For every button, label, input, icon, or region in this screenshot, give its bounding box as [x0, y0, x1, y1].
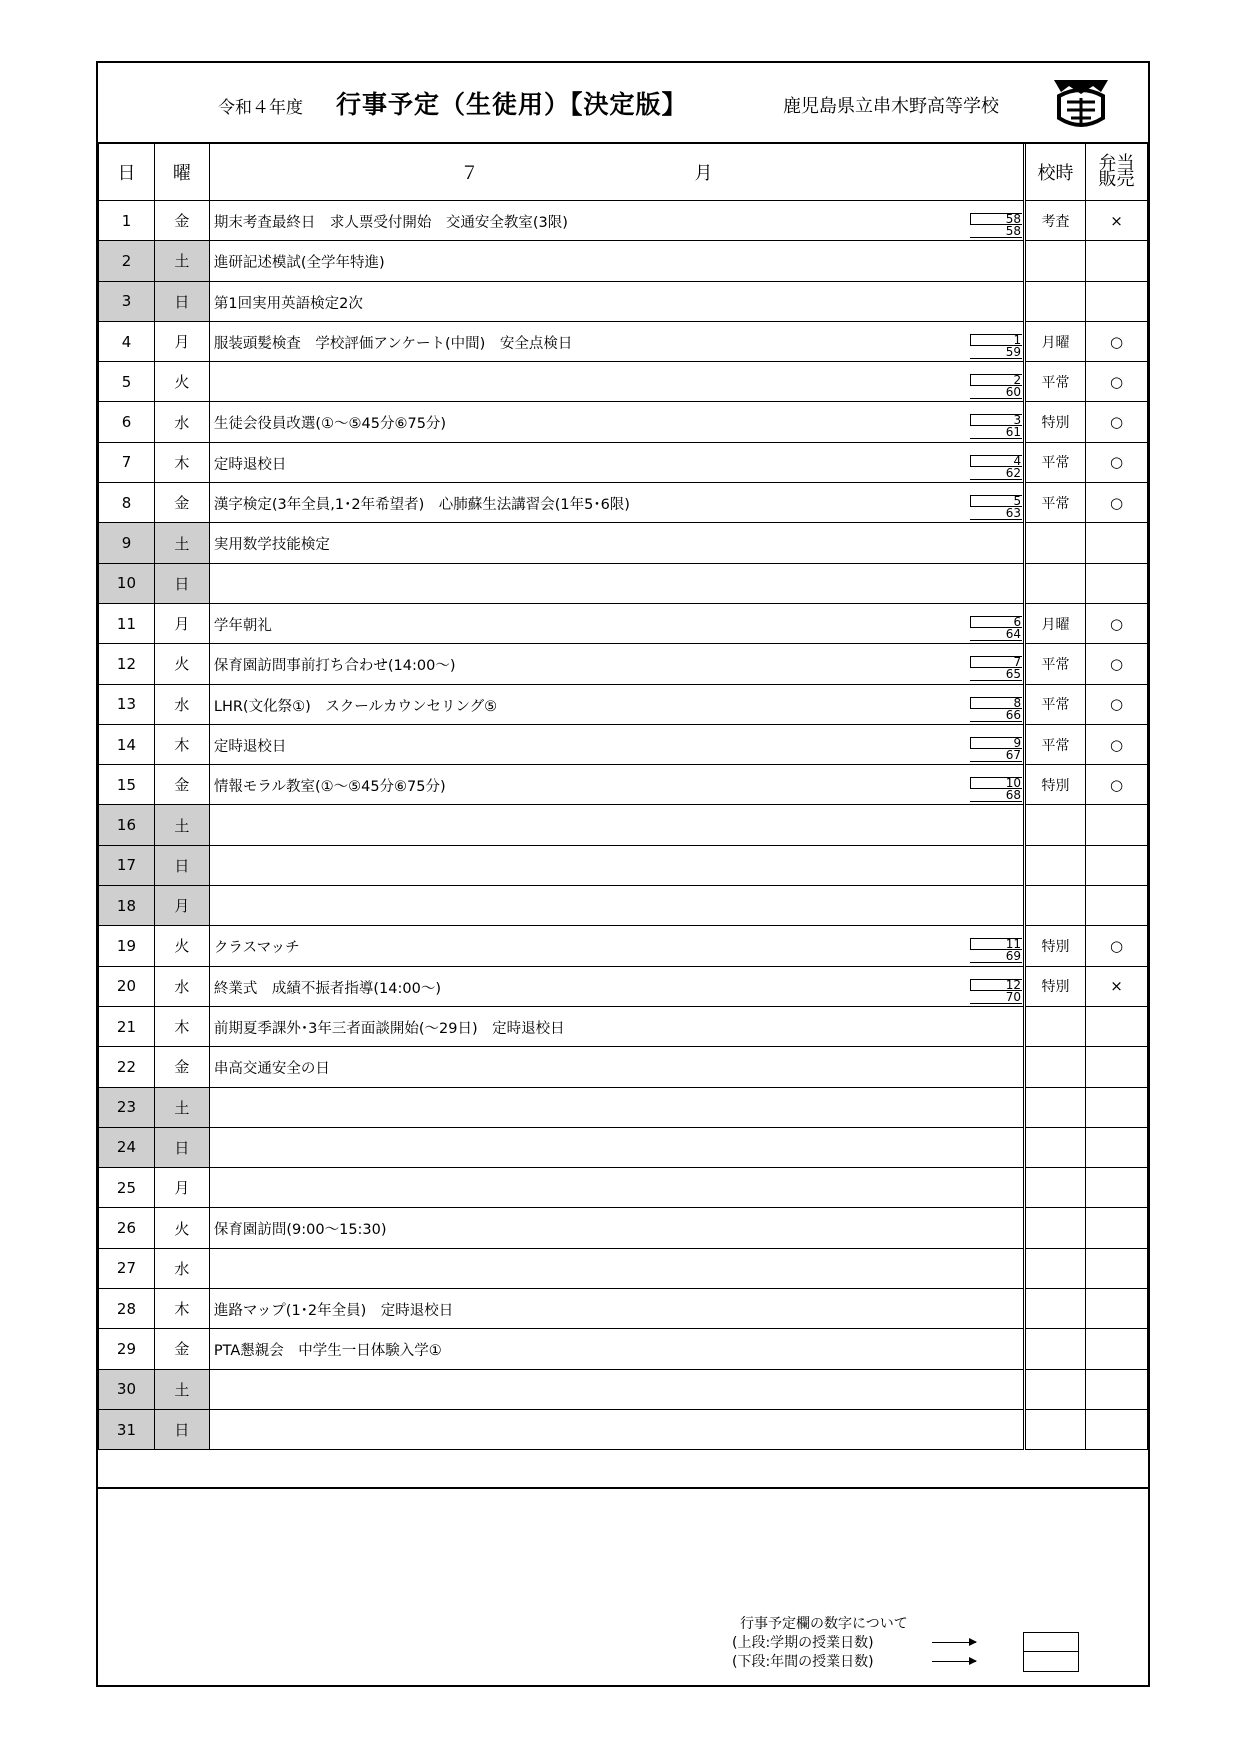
weekday-cell: 月: [154, 321, 209, 361]
event-cell: [209, 1006, 1024, 1046]
class-day-counter: [970, 737, 1022, 763]
weekday-cell: 金: [154, 1047, 209, 1087]
day-cell: 3: [99, 281, 155, 321]
day-cell: 16: [99, 805, 155, 845]
timetable-cell: [1025, 523, 1086, 563]
term-day-count: 11: [970, 938, 1022, 950]
event-text: 進路マップ(1･2年全員) 定時退校日: [213, 1303, 454, 1320]
counter-note-top: (上段:学期の授業日数): [732, 1635, 874, 1651]
class-day-counter: [970, 938, 1022, 964]
bento-cell: [1086, 1168, 1148, 1208]
bento-mark: ○: [1109, 332, 1124, 351]
year-day-count: 66: [970, 709, 1022, 722]
timetable-text: 特別: [1041, 415, 1070, 432]
schedule-row: [99, 684, 1148, 724]
bento-cell: [1086, 241, 1148, 281]
day-cell: 5: [99, 362, 155, 402]
bento-mark: ×: [1110, 211, 1123, 230]
event-text: 服装頭髪検査 学校評価アンケート(中間) 安全点検日: [213, 335, 573, 352]
bento-cell: [1086, 1087, 1148, 1127]
class-day-counter: [970, 697, 1022, 723]
year-day-count: 61: [970, 426, 1022, 439]
event-text: 漢字検定(3年全員,1･2年希望者) 心肺蘇生法講習会(1年5･6限): [213, 497, 630, 514]
schedule-row: [99, 1329, 1148, 1369]
bento-mark: ○: [1109, 614, 1124, 633]
weekday-cell: 木: [154, 1006, 209, 1046]
schedule-sheet: [96, 61, 1150, 1687]
schedule-row: [99, 1208, 1148, 1248]
term-day-count: 3: [970, 414, 1022, 426]
term-day-count: 7: [970, 656, 1022, 668]
event-cell: [209, 1248, 1024, 1288]
bento-mark: ○: [1109, 735, 1124, 754]
event-cell: [209, 1409, 1024, 1449]
timetable-cell: [1025, 483, 1086, 523]
year-day-count: 60: [970, 386, 1022, 399]
weekday-cell: 月: [154, 1168, 209, 1208]
weekday-cell: 月: [154, 886, 209, 926]
timetable-cell: [1025, 281, 1086, 321]
event-cell: [209, 1289, 1024, 1329]
bento-cell: [1086, 765, 1148, 805]
timetable-cell: [1025, 1289, 1086, 1329]
schedule-row: [99, 1087, 1148, 1127]
event-cell: [209, 886, 1024, 926]
weekday-cell: 火: [154, 926, 209, 966]
weekday-cell: 木: [154, 724, 209, 764]
event-cell: [209, 805, 1024, 845]
schedule-row: [99, 442, 1148, 482]
day-cell: 4: [99, 321, 155, 361]
bento-cell: [1086, 483, 1148, 523]
event-cell: [209, 644, 1024, 684]
document-title: 行事予定（生徒用）【決定版】: [336, 90, 688, 119]
timetable-cell: [1025, 1369, 1086, 1409]
class-day-counter: [970, 213, 1022, 239]
event-text: 生徒会役員改選(①～⑤45分⑥75分): [213, 416, 447, 433]
event-text: 進研記述模試(全学年特進): [213, 255, 385, 272]
day-cell: 31: [99, 1409, 155, 1449]
footer-area: [98, 1487, 1148, 1687]
weekday-cell: 日: [154, 1409, 209, 1449]
bento-cell: [1086, 321, 1148, 361]
class-day-counter: [970, 777, 1022, 803]
day-cell: 20: [99, 966, 155, 1006]
bento-cell: [1086, 1208, 1148, 1248]
weekday-cell: 金: [154, 201, 209, 241]
event-cell: [209, 765, 1024, 805]
schedule-row: [99, 201, 1148, 241]
timetable-cell: [1025, 442, 1086, 482]
counter-note-title: 行事予定欄の数字について: [740, 1616, 908, 1632]
schedule-row: [99, 966, 1148, 1006]
bento-cell: [1086, 1047, 1148, 1087]
arrow-bottom-icon: [932, 1661, 976, 1662]
class-day-counter: [970, 334, 1022, 360]
event-cell: [209, 201, 1024, 241]
event-text: 保育園訪問(9:00～15:30): [213, 1222, 387, 1239]
weekday-cell: 水: [154, 684, 209, 724]
bento-cell: [1086, 1248, 1148, 1288]
day-cell: 13: [99, 684, 155, 724]
term-day-count: 2: [970, 374, 1022, 386]
weekday-cell: 木: [154, 1289, 209, 1329]
arrow-top-icon: [932, 1642, 976, 1643]
bento-cell: [1086, 603, 1148, 643]
day-cell: 29: [99, 1329, 155, 1369]
day-cell: 24: [99, 1127, 155, 1167]
bento-cell: [1086, 724, 1148, 764]
year-day-count: 62: [970, 467, 1022, 480]
timetable-text: 平常: [1041, 656, 1070, 673]
class-day-counter: [970, 656, 1022, 682]
class-day-counter: [970, 455, 1022, 481]
weekday-cell: 土: [154, 1369, 209, 1409]
weekday-cell: 土: [154, 523, 209, 563]
day-cell: 25: [99, 1168, 155, 1208]
event-text: 期末考査最終日 求人票受付開始 交通安全教室(3限): [213, 215, 568, 231]
school-emblem-icon: [1051, 74, 1111, 132]
weekday-cell: 日: [154, 281, 209, 321]
day-cell: 17: [99, 845, 155, 885]
timetable-cell: [1025, 362, 1086, 402]
bento-cell: [1086, 442, 1148, 482]
weekday-cell: 金: [154, 483, 209, 523]
bento-cell: [1086, 1289, 1148, 1329]
school-name: 鹿児島県立串木野高等学校: [783, 96, 999, 117]
fiscal-year: 令和４年度: [218, 98, 303, 118]
timetable-cell: [1025, 563, 1086, 603]
term-day-count: 9: [970, 737, 1022, 749]
bento-mark: ×: [1110, 977, 1123, 996]
day-cell: 12: [99, 644, 155, 684]
event-cell: [209, 321, 1024, 361]
event-cell: [209, 724, 1024, 764]
bento-mark: ○: [1109, 775, 1124, 794]
schedule-row: [99, 483, 1148, 523]
schedule-row: [99, 563, 1148, 603]
schedule-row: [99, 321, 1148, 361]
weekday-cell: 火: [154, 362, 209, 402]
timetable-cell: [1025, 805, 1086, 845]
timetable-cell: [1025, 1409, 1086, 1449]
term-day-count: 10: [970, 777, 1022, 789]
weekday-cell: 日: [154, 563, 209, 603]
term-day-count: 1: [970, 334, 1022, 346]
term-day-count: 12: [970, 979, 1022, 991]
weekday-cell: 木: [154, 442, 209, 482]
bento-cell: [1086, 966, 1148, 1006]
event-text: クラスマッチ: [213, 940, 300, 957]
day-cell: 9: [99, 523, 155, 563]
timetable-cell: [1025, 603, 1086, 643]
bento-mark: ○: [1109, 453, 1124, 472]
col-header-day: 日: [99, 143, 155, 201]
day-cell: 28: [99, 1289, 155, 1329]
event-cell: [209, 1329, 1024, 1369]
year-day-count: 59: [970, 346, 1022, 359]
weekday-cell: 火: [154, 644, 209, 684]
timetable-text: 考査: [1041, 213, 1070, 230]
schedule-row: [99, 402, 1148, 442]
bento-mark: ○: [1109, 413, 1124, 432]
timetable-cell: [1025, 966, 1086, 1006]
schedule-row: [99, 1289, 1148, 1329]
timetable-cell: [1025, 724, 1086, 764]
day-cell: 10: [99, 563, 155, 603]
day-cell: 8: [99, 483, 155, 523]
class-day-counter: [970, 616, 1022, 642]
year-day-count: 69: [970, 950, 1022, 963]
timetable-cell: [1025, 1006, 1086, 1046]
timetable-cell: [1025, 1127, 1086, 1167]
schedule-row: [99, 1127, 1148, 1167]
schedule-row: [99, 724, 1148, 764]
weekday-cell: 日: [154, 1127, 209, 1167]
class-day-counter: [970, 374, 1022, 400]
bento-cell: [1086, 886, 1148, 926]
event-text: 保育園訪問事前打ち合わせ(14:00～): [213, 658, 456, 675]
weekday-cell: 日: [154, 845, 209, 885]
weekday-cell: 土: [154, 241, 209, 281]
schedule-row: [99, 362, 1148, 402]
timetable-text: 平常: [1041, 495, 1070, 512]
schedule-row: [99, 644, 1148, 684]
schedule-row: [99, 805, 1148, 845]
timetable-cell: [1025, 765, 1086, 805]
timetable-cell: [1025, 1168, 1086, 1208]
timetable-text: 月曜: [1041, 616, 1070, 633]
event-cell: [209, 926, 1024, 966]
bento-cell: [1086, 281, 1148, 321]
event-text: 情報モラル教室(①～⑤45分⑥75分): [213, 779, 446, 796]
event-text: 前期夏季課外･3年三者面談開始(～29日) 定時退校日: [213, 1020, 565, 1037]
event-cell: [209, 281, 1024, 321]
schedule-row: [99, 281, 1148, 321]
year-day-count: 65: [970, 668, 1022, 681]
counter-note-bottom: (下段:年間の授業日数): [732, 1654, 874, 1670]
year-day-count: 68: [970, 789, 1022, 802]
timetable-text: 平常: [1041, 455, 1070, 472]
event-cell: [209, 1087, 1024, 1127]
timetable-cell: [1025, 886, 1086, 926]
timetable-text: 特別: [1041, 979, 1070, 996]
bento-cell: [1086, 644, 1148, 684]
day-cell: 18: [99, 886, 155, 926]
col-header-weekday: 曜: [154, 143, 209, 201]
timetable-cell: [1025, 845, 1086, 885]
bento-cell: [1086, 926, 1148, 966]
schedule-row: [99, 886, 1148, 926]
timetable-text: 特別: [1041, 938, 1070, 955]
timetable-cell: [1025, 1329, 1086, 1369]
document-header: [98, 63, 1148, 144]
year-day-count: 70: [970, 991, 1022, 1004]
year-day-count: 58: [970, 225, 1022, 238]
event-cell: [209, 1208, 1024, 1248]
bento-mark: ○: [1109, 936, 1124, 955]
event-cell: [209, 1047, 1024, 1087]
day-cell: 23: [99, 1087, 155, 1127]
event-text: 学年朝礼: [213, 617, 272, 634]
weekday-cell: 月: [154, 603, 209, 643]
weekday-cell: 土: [154, 1087, 209, 1127]
event-cell: [209, 563, 1024, 603]
schedule-row: [99, 926, 1148, 966]
bento-cell: [1086, 684, 1148, 724]
schedule-row: [99, 1006, 1148, 1046]
event-text: 第1回実用英語検定2次: [213, 295, 363, 312]
term-day-count: 6: [970, 616, 1022, 628]
event-cell: [209, 684, 1024, 724]
year-day-count: 63: [970, 507, 1022, 520]
weekday-cell: 金: [154, 1329, 209, 1369]
event-text: LHR(文化祭①) スクールカウンセリング⑤: [213, 698, 498, 715]
timetable-cell: [1025, 926, 1086, 966]
bento-cell: [1086, 805, 1148, 845]
term-day-count: 58: [970, 213, 1022, 225]
year-day-count: 64: [970, 628, 1022, 641]
day-cell: 26: [99, 1208, 155, 1248]
event-cell: [209, 966, 1024, 1006]
day-cell: 11: [99, 603, 155, 643]
day-cell: 15: [99, 765, 155, 805]
term-day-count: 8: [970, 697, 1022, 709]
timetable-cell: [1025, 201, 1086, 241]
event-text: 定時退校日: [213, 738, 287, 755]
bento-cell: [1086, 563, 1148, 603]
bento-cell: [1086, 402, 1148, 442]
day-cell: 2: [99, 241, 155, 281]
bento-mark: ○: [1109, 493, 1124, 512]
bento-cell: [1086, 1369, 1148, 1409]
term-day-count: 4: [970, 455, 1022, 467]
timetable-cell: [1025, 1087, 1086, 1127]
schedule-row: [99, 1248, 1148, 1288]
timetable-text: 月曜: [1041, 334, 1070, 351]
bento-cell: [1086, 845, 1148, 885]
class-day-counter: [970, 495, 1022, 521]
day-cell: 22: [99, 1047, 155, 1087]
year-day-count: 67: [970, 749, 1022, 762]
weekday-cell: 金: [154, 765, 209, 805]
schedule-row: [99, 1168, 1148, 1208]
bento-cell: [1086, 362, 1148, 402]
weekday-cell: 水: [154, 1248, 209, 1288]
schedule-row: [99, 1369, 1148, 1409]
term-day-count: 5: [970, 495, 1022, 507]
timetable-text: 平常: [1041, 697, 1070, 714]
counter-legend-box: [1023, 1632, 1079, 1672]
event-cell: [209, 523, 1024, 563]
timetable-cell: [1025, 1248, 1086, 1288]
event-text: 定時退校日: [213, 456, 287, 473]
day-cell: 21: [99, 1006, 155, 1046]
day-cell: 1: [99, 201, 155, 241]
schedule-row: [99, 1409, 1148, 1449]
timetable-text: 平常: [1041, 737, 1070, 754]
day-cell: 19: [99, 926, 155, 966]
table-header-row: [99, 143, 1148, 201]
schedule-row: [99, 523, 1148, 563]
timetable-cell: [1025, 684, 1086, 724]
col-header-month: ７ 月: [209, 143, 1024, 201]
schedule-row: [99, 241, 1148, 281]
bento-cell: [1086, 201, 1148, 241]
timetable-cell: [1025, 241, 1086, 281]
event-text: 串高交通安全の日: [213, 1061, 330, 1078]
event-cell: [209, 1127, 1024, 1167]
class-day-counter: [970, 979, 1022, 1005]
bento-mark: ○: [1109, 654, 1124, 673]
event-cell: [209, 1369, 1024, 1409]
event-cell: [209, 603, 1024, 643]
bento-mark: ○: [1109, 695, 1124, 714]
schedule-table: [98, 142, 1148, 1450]
day-cell: 27: [99, 1248, 155, 1288]
weekday-cell: 土: [154, 805, 209, 845]
day-cell: 6: [99, 402, 155, 442]
day-cell: 30: [99, 1369, 155, 1409]
event-cell: [209, 241, 1024, 281]
weekday-cell: 水: [154, 966, 209, 1006]
schedule-row: [99, 603, 1148, 643]
timetable-cell: [1025, 321, 1086, 361]
col-header-bento: 弁当 販売: [1086, 143, 1148, 201]
bento-cell: [1086, 1006, 1148, 1046]
event-cell: [209, 483, 1024, 523]
bento-cell: [1086, 1127, 1148, 1167]
timetable-cell: [1025, 1208, 1086, 1248]
weekday-cell: 水: [154, 402, 209, 442]
bento-cell: [1086, 1329, 1148, 1369]
weekday-cell: 火: [154, 1208, 209, 1248]
timetable-cell: [1025, 402, 1086, 442]
bento-mark: ○: [1109, 372, 1124, 391]
bento-cell: [1086, 523, 1148, 563]
day-cell: 14: [99, 724, 155, 764]
event-cell: [209, 845, 1024, 885]
timetable-cell: [1025, 644, 1086, 684]
schedule-row: [99, 765, 1148, 805]
day-cell: 7: [99, 442, 155, 482]
timetable-text: 特別: [1041, 777, 1070, 794]
event-text: 終業式 成績不振者指導(14:00～): [213, 980, 441, 997]
timetable-cell: [1025, 1047, 1086, 1087]
event-cell: [209, 362, 1024, 402]
schedule-row: [99, 845, 1148, 885]
col-header-timetable: 校時: [1025, 143, 1086, 201]
event-cell: [209, 1168, 1024, 1208]
event-cell: [209, 402, 1024, 442]
schedule-row: [99, 1047, 1148, 1087]
event-text: PTA懇親会 中学生一日体験入学①: [213, 1343, 442, 1360]
class-day-counter: [970, 414, 1022, 440]
event-text: 実用数学技能検定: [213, 537, 330, 554]
bento-cell: [1086, 1409, 1148, 1449]
event-cell: [209, 442, 1024, 482]
timetable-text: 平常: [1041, 374, 1070, 391]
